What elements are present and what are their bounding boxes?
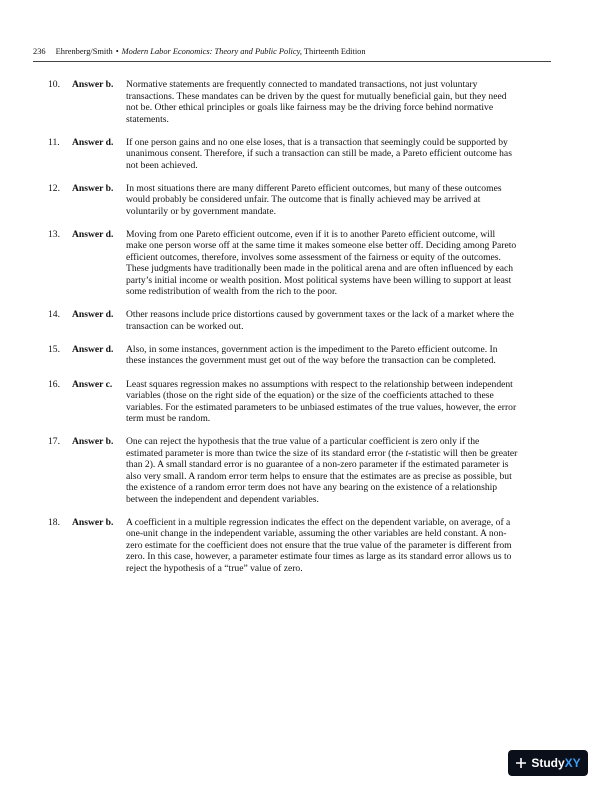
answer-list xyxy=(48,79,518,586)
header-authors: Ehrenberg/Smith xyxy=(55,47,113,56)
answer-explanation xyxy=(126,436,518,505)
answer-explanation: If one person gains and no one else loses, that is a transaction that seemingly could be supported by unanimous consent. Therefore, if such a transaction can still be made, a Pareto efficient outcome has not been achieved. xyxy=(126,136,512,171)
answer-label: Answer d. xyxy=(72,343,114,355)
answer-item-13 xyxy=(48,229,518,298)
answer-label: Answer b. xyxy=(72,516,114,528)
answer-item-10 xyxy=(48,79,518,125)
page-number: 236 xyxy=(33,47,46,56)
header-edition: Thirteenth Edition xyxy=(303,47,366,56)
answer-explanation: A coefficient in a multiple regression indicates the effect on the dependent variable, on average, of a one-unit change in the independent variable, assuming the other variables are held constant. A non-zero estimate for the coefficient does not ensure that the true value of the parameter is different from zero. In this case, however, a parameter estimate four times as large as its standard error allows us to reject the hypothesis of a “true” value of zero. xyxy=(126,516,512,574)
answer-explanation: Also, in some instances, government action is the impediment to the Pareto efficient outcome. In these instances the government must get out of the way before the transaction can be completed. xyxy=(126,343,498,367)
header-rule xyxy=(33,61,551,62)
answer-explanation: In most situations there are many different Pareto efficient outcomes, but many of these outcomes would probably be considered unfair. The outcome that is finally achieved may be arrived at voluntarily or by government mandate. xyxy=(126,182,502,217)
answer-explanation: Moving from one Pareto efficient outcome, even if it is to another Pareto efficient outcome, will make one person worse off at the same time it makes someone else better off. Deciding among Pareto efficient outcomes, therefore, involves some assessment of the fairness or equity of the outcomes. These judgments have traditionally been made in the political arena and are often influenced by each party’s initial income or wealth position. Most political systems have been willing to support at least some redistribution of wealth from the rich to the poor. xyxy=(126,228,517,298)
answer-text-part: One can reject the hypothesis that the true value of a particular coefficient is zero only if the estimated parameter is more than twice the size of its standard error (the xyxy=(126,436,480,459)
answer-label: Answer d. xyxy=(72,228,114,240)
badge-xy-text: XY xyxy=(564,756,581,770)
answer-explanation: Other reasons include price distortions caused by government taxes or the lack of a market where the transaction can be worked out. xyxy=(126,309,514,332)
answer-item-16 xyxy=(48,379,518,425)
answer-item-11 xyxy=(48,137,518,172)
answer-explanation: Normative statements are frequently connected to mandated transactions, not just voluntary transactions. These mandates can be driven by the quest for mutually beneficial gain, but they need not be. Other ethical principles or goals like fairness may be the driving force behind normative statements. xyxy=(126,79,507,125)
answer-label: Answer d. xyxy=(72,136,114,148)
answer-label: Answer b. xyxy=(72,79,114,90)
answer-number: 17. xyxy=(48,436,60,448)
header-book-title: Modern Labor Economics: Theory and Public Policy, xyxy=(121,47,302,56)
answer-number: 16. xyxy=(48,378,60,390)
answer-label: Answer b. xyxy=(72,436,114,448)
answer-item-15 xyxy=(48,344,518,367)
answer-number: 13. xyxy=(48,228,60,240)
studyxy-badge[interactable] xyxy=(508,750,588,776)
answer-number: 10. xyxy=(48,79,60,90)
page-header xyxy=(33,47,551,57)
answer-number: 15. xyxy=(48,343,60,355)
answer-text-part: -statistic will then be greater than 2). A small standard error is no guarantee of a non-zero parameter if the estimated parameter is also very small. A random error term helps to ensure that the estimates are as precise as possible, but the existence of a random error term does not have any bearing on the existence of a relationship between the independent and dependent variables. xyxy=(126,447,518,505)
answer-number: 14. xyxy=(48,309,60,321)
answer-item-12 xyxy=(48,183,518,218)
answer-label: Answer b. xyxy=(72,182,114,194)
answer-label: Answer d. xyxy=(72,309,114,321)
answer-item-18 xyxy=(48,517,518,575)
badge-study-text: Study xyxy=(531,756,565,770)
answer-number: 12. xyxy=(48,182,60,194)
answer-number: 18. xyxy=(48,516,60,528)
answer-item-17 xyxy=(48,436,518,505)
answer-item-14 xyxy=(48,309,518,332)
answer-label: Answer c. xyxy=(72,378,113,390)
header-bullet: • xyxy=(115,47,119,56)
badge-brand xyxy=(531,754,580,772)
plus-icon xyxy=(515,757,527,769)
answer-number: 11. xyxy=(48,136,60,148)
answer-explanation: Least squares regression makes no assumptions with respect to the relationship between independent variables (those on the right side of the equation) or the size of the coefficients attached to these variables. For the estimated parameters to be unbiased estimates of the true values, however, the error term must be random. xyxy=(126,378,517,425)
t-statistic-italic: t xyxy=(405,447,409,459)
